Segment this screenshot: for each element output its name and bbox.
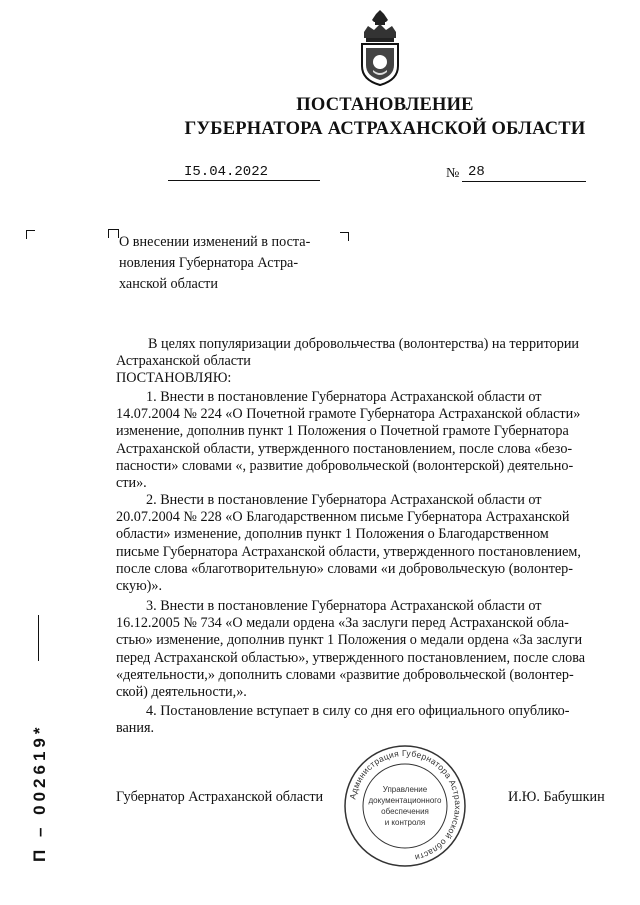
number-sign: №: [446, 166, 460, 181]
clause-1: 1. Внести в постановление Губернатора Астраханской области от 14.07.2004 № 224 «О Почетной грамоте Губернатора Астраханской области» изменение, дополнив пункт 1 Положения о Почетной грамоте Губернатора Астраханской области, утвержденного постановлением, после слова «безо- пасности» словами «, развитие добровольческой (волонтерской) деятельно- сти».: [116, 389, 581, 492]
document-number: 28: [468, 164, 485, 180]
document-issuer: ГУБЕРНАТОРА АСТРАХАНСКОЙ ОБЛАСТИ: [184, 119, 586, 139]
stamp-center-line: обеспечения: [381, 807, 429, 816]
corner-mark: [112, 229, 119, 238]
document-title: ПОСТАНОВЛЕНИЕ: [296, 95, 474, 115]
side-margin-line: [38, 615, 39, 661]
corner-mark: [26, 230, 35, 239]
signer-name: И.Ю. Бабушкин: [508, 789, 605, 805]
clause-4: 4. Постановление вступает в силу со дня его официального опублико- вания.: [116, 703, 570, 737]
document-subject: О внесении изменений в поста- новления Губернатора Астра- ханской области: [119, 234, 311, 292]
date-underline: [168, 180, 320, 181]
stamp-center-line: и контроля: [384, 818, 426, 827]
intro-paragraph: В целях популяризации добровольчества (волонтерства) на территории Астраханской области ПОСТАНОВЛЯЮ:: [116, 336, 580, 387]
svg-text:Администрация Губернатора Астр: [347, 748, 463, 863]
number-underline: [462, 181, 586, 182]
stamp-ring-text: Администрация Губернатора Астраханской области: [347, 747, 464, 864]
document-date: I5.04.2022: [184, 164, 269, 180]
registration-code: П – 002619*: [30, 723, 49, 862]
stamp-center-line: Управление: [382, 785, 428, 794]
coat-of-arms-icon: [356, 10, 404, 86]
clause-2: 2. Внести в постановление Губернатора Астраханской области от 20.07.2004 № 228 «О Благодарственном письме Губернатора Астраханской области» изменение, дополнив пункт 1 Положения о Благодарственном письме Губернатора Астраханской области, утвержденного постановлением, после слова «благотворительную» словами «и добровольческую (волонтер- скую)».: [116, 492, 581, 595]
corner-mark: [340, 232, 349, 241]
clause-3: 3. Внести в постановление Губернатора Астраханской области от 16.12.2005 № 734 «О медали ордена «За заслуги перед Астраханской обла- стью» изменение, дополнив пункт 1 Положения о медали ордена «За заслуги перед Астраханской областью», утвержденного постановлением, после слова «деятельности,» дополнить словами «развитие добровольческой (волонтер- ской) деятельности,».: [116, 598, 586, 701]
official-stamp: [343, 744, 467, 868]
signer-position: Губернатор Астраханской области: [116, 789, 324, 805]
stamp-center-line: документационного: [368, 796, 442, 805]
